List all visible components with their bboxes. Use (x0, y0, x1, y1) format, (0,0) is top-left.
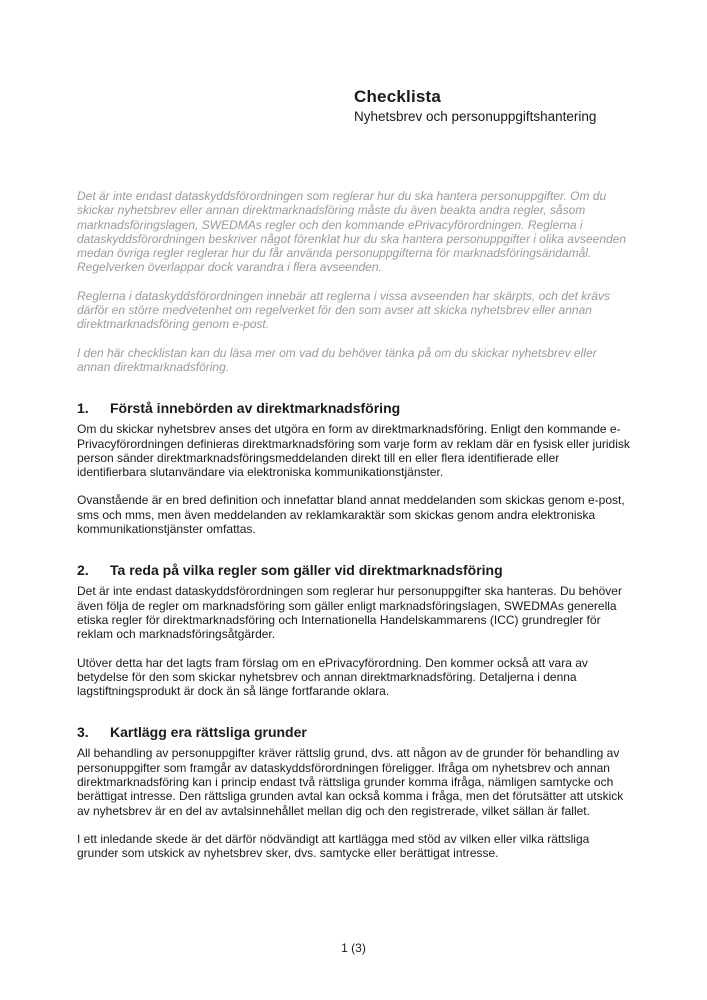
intro-paragraph: Det är inte endast dataskyddsförordningen som reglerar hur du ska hantera personuppgifter. Om du skickar nyhetsbrev eller annan direktmarknadsföring måste du även beakta andra regler, såsom marknadsföringslagen, SWEDMAs regler och den kommande ePrivacyförordningen. Reglerna i dataskyddsförordningen beskriver något förenklat hur du ska hantera personuppgifter i olika avseenden medan övriga regler reglerar hur du får använda personuppgifterna för marknadsföringsändamål. Regelverken överlappar dock varandra i flera avseenden. (77, 189, 627, 275)
section-3 (77, 723, 630, 860)
body-paragraph: Om du skickar nyhetsbrev anses det utgöra en form av direktmarknadsföring. Enligt den kommande e-Privacyförordningen definieras direktmarknadsföring som varje form av reklam där en fysisk eller juridisk person sänder direktmarknadsföringsmeddelanden direkt till en eller flera identifierade eller identifierbara slutanvändare via elektroniska kommunikationstjänster. (77, 422, 630, 480)
section-heading (77, 561, 630, 579)
document-header (354, 0, 630, 125)
section-heading-text: Förstå innebörden av direktmarknadsföring (110, 400, 401, 417)
body-paragraph: I ett inledande skede är det därför nödvändigt att kartlägga med stöd av vilken eller vilka rättsliga grunder som utskick av nyhetsbrev sker, dvs. samtycke eller berättigat intresse. (77, 831, 590, 861)
body-paragraph: Utöver detta har det lagts fram förslag om en ePrivacyförordning. Den kommer också att vara av betydelse för den som skickar nyhetsbrev och annan direktmarknadsföring. Detaljerna i denna lagstiftningsprodukt är dock än så länge fortfarande oklara. (77, 655, 588, 699)
section-1 (77, 399, 630, 536)
page-number: 1 (3) (341, 941, 366, 955)
document-content (77, 0, 630, 875)
body-paragraph: All behandling av personuppgifter kräver rättslig grund, dvs. att någon av de grunder för behandling av personuppgifter som framgår av dataskyddsförordningen föreligger. Ifråga om nyhetsbrev och annan direktmarknadsföring kan i princip endast två rättsliga grunder komma ifråga, nämligen samtycke och berättigat intresse. Den rättsliga grunden avtal kan också komma i fråga, men det förutsätter att utskick av nyhetsbrev är en del av avtalsinnehållet mellan dig och den registrerade, vilket sällan är fallet. (77, 746, 624, 818)
body-paragraph: Det är inte endast dataskyddsförordningen som reglerar hur personuppgifter ska hanteras. Du behöver även följa de regler om marknadsföring som gäller enligt marknadsföringslagen, SWEDMAs generella etiska regler för direktmarknadsföring och Internationella Handelskammarens (ICC) grundregler för reklam och marknadsföringsåtgärder. (77, 584, 622, 642)
section-heading-text: Kartlägg era rättsliga grunder (110, 724, 307, 741)
section-heading (77, 399, 630, 417)
body-paragraph: Ovanstående är en bred definition och innefattar bland annat meddelanden som skickas genom e-post, sms och mms, men även meddelanden av reklamkaraktär som skickas genom andra elektroniska kommunikationstjänster omfattas. (77, 493, 625, 537)
document-title: Checklista (354, 87, 442, 106)
section-number: 2. (77, 562, 89, 579)
intro-block (77, 189, 630, 374)
section-2 (77, 561, 630, 698)
section-number: 1. (77, 400, 89, 417)
section-heading-text: Ta reda på vilka regler som gäller vid direktmarknadsföring (110, 562, 503, 579)
section-heading (77, 723, 630, 741)
intro-paragraph: Reglerna i dataskyddsförordningen innebär att reglerna i vissa avseenden har skärpts, och det krävs därför en större medvetenhet om regelverket för den som avser att skicka nyhetsbrev eller annan direktmarknadsföring genom e-post. (77, 288, 610, 332)
intro-paragraph: I den här checklistan kan du läsa mer om vad du behöver tänka på om du skickar nyhetsbrev eller annan direktmarknadsföring. (77, 345, 597, 374)
document-subtitle: Nyhetsbrev och personuppgiftshantering (354, 109, 597, 124)
section-number: 3. (77, 724, 89, 741)
